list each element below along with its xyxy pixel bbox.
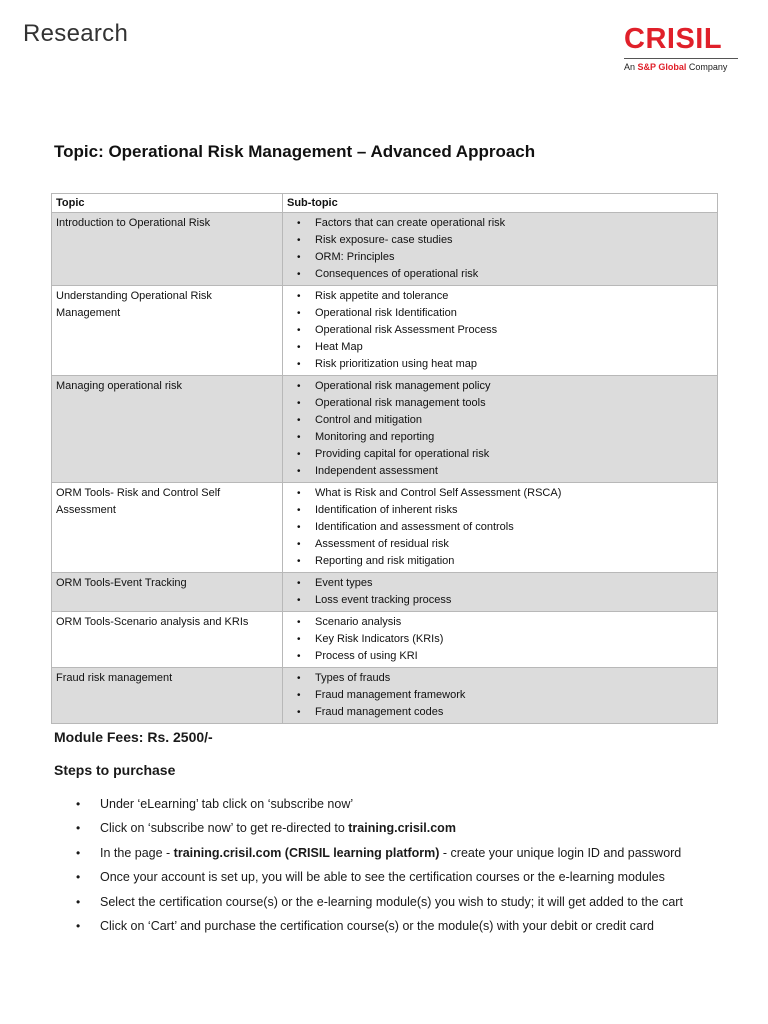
topic-cell: Understanding Operational Risk Management [52, 286, 283, 376]
subtopic-item: • Operational risk Assessment Process [297, 322, 713, 339]
subtopic-item: • Reporting and risk mitigation [297, 553, 713, 570]
steps-heading: Steps to purchase [54, 762, 176, 778]
step-item [54, 917, 754, 941]
subtopic-item: • Consequences of operational risk [297, 266, 713, 283]
subtopic-cell [283, 376, 718, 483]
topics-table [51, 193, 718, 724]
subtopic-list [287, 575, 713, 609]
column-header-topic: Topic [52, 194, 283, 213]
table-body [52, 213, 718, 724]
subtopic-item: • Loss event tracking process [297, 592, 713, 609]
subtopic-list [287, 485, 713, 570]
subtopic-item: • Fraud management framework [297, 687, 713, 704]
step-link-text: training.crisil.com (CRISIL learning platform) [173, 845, 440, 860]
table-row [52, 612, 718, 668]
subtopic-item: • Assessment of residual risk [297, 536, 713, 553]
topic-cell: Fraud risk management [52, 668, 283, 724]
table-row [52, 286, 718, 376]
table-row [52, 573, 718, 612]
step-item [54, 795, 754, 819]
table-row [52, 668, 718, 724]
subtopic-list [287, 670, 713, 721]
subtopic-list [287, 378, 713, 480]
subtopic-item: • Operational risk Identification [297, 305, 713, 322]
topic-cell: ORM Tools-Event Tracking [52, 573, 283, 612]
subtopic-item: • Risk exposure- case studies [297, 232, 713, 249]
subtopic-item: • Providing capital for operational risk [297, 446, 713, 463]
subtopic-item: • Event types [297, 575, 713, 592]
subtopic-item: • Identification and assessment of controls [297, 519, 713, 536]
subtopic-item: • Factors that can create operational risk [297, 215, 713, 232]
header-research-label: Research [23, 20, 129, 47]
table-header-row [52, 194, 718, 213]
step-text: Once your account is set up, you will be able to see the certification courses or the e-learning modules [100, 870, 665, 885]
step-item [54, 868, 754, 892]
subtopic-item: • Monitoring and reporting [297, 429, 713, 446]
subtopic-cell [283, 483, 718, 573]
module-fees: Module Fees: Rs. 2500/- [54, 729, 213, 745]
subtopic-item: • Fraud management codes [297, 704, 713, 721]
table-row [52, 213, 718, 286]
logo-tag-brand: S&P Global [637, 62, 687, 72]
subtopic-item: • Types of frauds [297, 670, 713, 687]
subtopic-cell [283, 213, 718, 286]
step-link-text: training.crisil.com [348, 821, 456, 836]
step-text: Select the certification course(s) or the e-learning module(s) you wish to study; it will get added to the cart [100, 894, 683, 909]
topic-cell: ORM Tools- Risk and Control Self Assessment [52, 483, 283, 573]
subtopic-cell [283, 573, 718, 612]
crisil-logo [624, 24, 740, 72]
topic-cell: Introduction to Operational Risk [52, 213, 283, 286]
logo-tag-post: Company [686, 62, 728, 72]
logo-tag-pre: An [624, 62, 638, 72]
subtopic-item: • Risk appetite and tolerance [297, 288, 713, 305]
subtopic-cell [283, 668, 718, 724]
subtopic-cell [283, 286, 718, 376]
subtopic-item: • What is Risk and Control Self Assessment (RSCA) [297, 485, 713, 502]
column-header-subtopic: Sub-topic [283, 194, 718, 213]
subtopic-item: • Risk prioritization using heat map [297, 356, 713, 373]
step-text: Under ‘eLearning’ tab click on ‘subscribe now’ [100, 797, 354, 811]
step-text: In the page - [100, 845, 174, 860]
subtopic-cell [283, 612, 718, 668]
subtopic-list [287, 288, 713, 373]
subtopic-item: • Process of using KRI [297, 648, 713, 665]
subtopic-list [287, 215, 713, 283]
logo-tagline [624, 62, 740, 72]
step-item [54, 819, 754, 843]
topic-cell: Managing operational risk [52, 376, 283, 483]
page-title: Topic: Operational Risk Management – Advanced Approach [54, 142, 536, 161]
subtopic-item: • Control and mitigation [297, 412, 713, 429]
step-text: Click on ‘subscribe now’ to get re-directed to [100, 821, 349, 836]
step-text: - create your unique login ID and password [439, 845, 682, 860]
logo-name: CRISIL [624, 23, 723, 55]
logo-divider [624, 58, 738, 59]
table-row [52, 376, 718, 483]
step-text: Click on ‘Cart’ and purchase the certification course(s) or the module(s) with your debit or credit card [100, 918, 654, 933]
table-row [52, 483, 718, 573]
topic-cell: ORM Tools-Scenario analysis and KRIs [52, 612, 283, 668]
subtopic-item: • Key Risk Indicators (KRIs) [297, 631, 713, 648]
subtopic-item: • Scenario analysis [297, 614, 713, 631]
subtopic-list [287, 614, 713, 665]
subtopic-item: • ORM: Principles [297, 249, 713, 266]
step-item [54, 893, 754, 917]
subtopic-item: • Identification of inherent risks [297, 502, 713, 519]
subtopic-item: • Operational risk management tools [297, 395, 713, 412]
subtopic-item: • Operational risk management policy [297, 378, 713, 395]
subtopic-item: • Heat Map [297, 339, 713, 356]
steps-list [54, 795, 754, 941]
step-item [54, 844, 754, 868]
subtopic-item: • Independent assessment [297, 463, 713, 480]
